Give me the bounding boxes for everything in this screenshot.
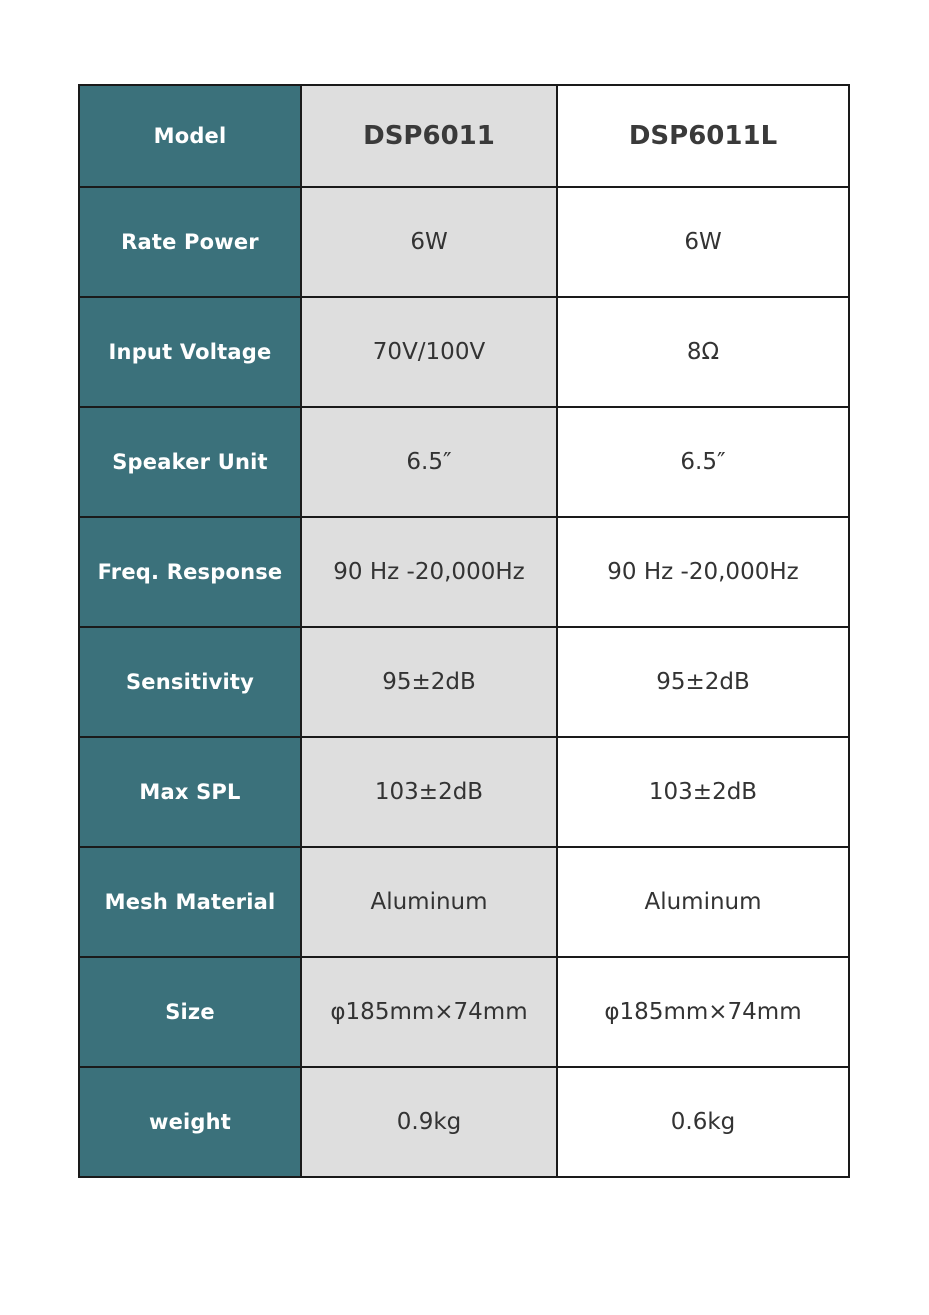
table-row [79,957,849,1067]
row-label: Mesh Material [79,847,301,957]
dsp6011l-value: 103±2dB [557,737,849,847]
row-label: Freq. Response [79,517,301,627]
dsp6011l-value: 6.5″ [557,407,849,517]
table-row [79,737,849,847]
dsp6011-value: Aluminum [301,847,557,957]
dsp6011l-value: 95±2dB [557,627,849,737]
spec-table [78,84,850,1178]
dsp6011-value: 103±2dB [301,737,557,847]
row-label: weight [79,1067,301,1177]
dsp6011l-value: φ185mm×74mm [557,957,849,1067]
dsp6011-value: 70V/100V [301,297,557,407]
table-row [79,407,849,517]
dsp6011l-value: Aluminum [557,847,849,957]
dsp6011l-value: 0.6kg [557,1067,849,1177]
dsp6011-value: 90 Hz -20,000Hz [301,517,557,627]
table-row [79,1067,849,1177]
dsp6011-value: φ185mm×74mm [301,957,557,1067]
table-row [79,847,849,957]
dsp6011l-value: 6W [557,187,849,297]
model-dsp6011l: DSP6011L [557,85,849,187]
dsp6011-value: 6.5″ [301,407,557,517]
dsp6011l-value: 8Ω [557,297,849,407]
row-label: Rate Power [79,187,301,297]
model-label: Model [79,85,301,187]
model-row [79,85,849,187]
row-label: Size [79,957,301,1067]
dsp6011-value: 0.9kg [301,1067,557,1177]
table-row [79,627,849,737]
row-label: Sensitivity [79,627,301,737]
table-row [79,297,849,407]
dsp6011-value: 6W [301,187,557,297]
row-label: Input Voltage [79,297,301,407]
model-dsp6011: DSP6011 [301,85,557,187]
dsp6011-value: 95±2dB [301,627,557,737]
dsp6011l-value: 90 Hz -20,000Hz [557,517,849,627]
row-label: Speaker Unit [79,407,301,517]
row-label: Max SPL [79,737,301,847]
table-row [79,187,849,297]
table-row [79,517,849,627]
